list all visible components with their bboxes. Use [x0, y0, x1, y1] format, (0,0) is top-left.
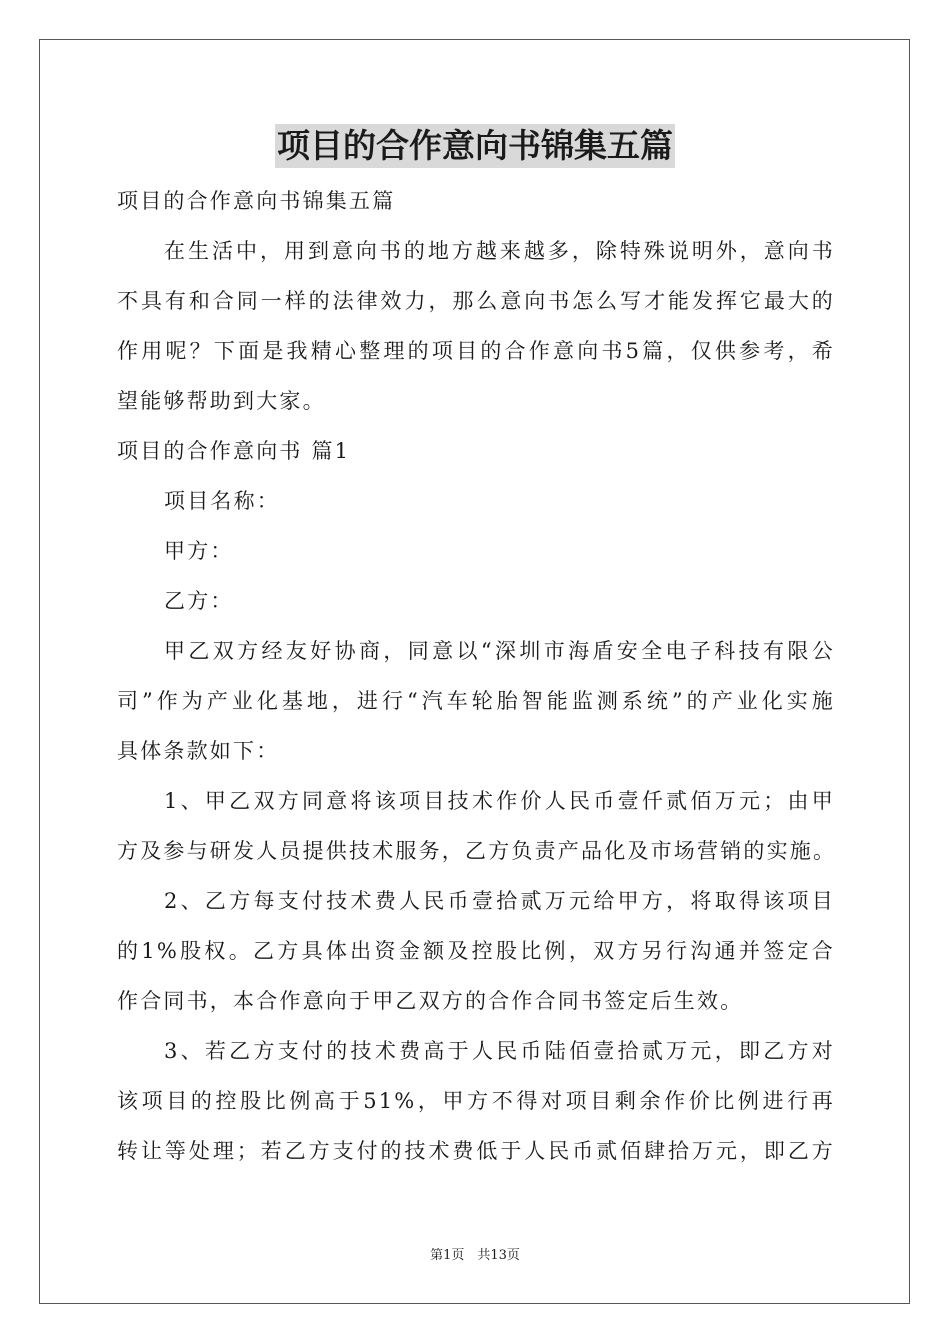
text-line: 项目名称：	[164, 489, 280, 513]
text-line: 项目的合作意向书锦集五篇	[117, 189, 396, 213]
text-line: 3、若乙方支付的技术费高于人民币陆佰壹拾贰万元，即乙方对	[164, 1039, 835, 1063]
text-line: 司”作为产业化基地，进行“汽车轮胎智能监测系统”的产业化实施	[117, 689, 835, 713]
text-line: 作合同书，本合作意向于甲乙双方的合作合同书签定后生效。	[117, 989, 744, 1013]
document-title: 项目的合作意向书锦集五篇	[275, 124, 675, 168]
document-body	[117, 176, 835, 1176]
text-line: 该项目的控股比例高于51%，甲方不得对项目剩余作价比例进行再	[117, 1089, 835, 1113]
text-line: 具体条款如下：	[117, 739, 280, 763]
text-line: 甲乙双方经友好协商，同意以“深圳市海盾安全电子科技有限公	[164, 639, 835, 663]
text-line: 方及参与研发人员提供技术服务，乙方负责产品化及市场营销的实施。	[117, 839, 837, 863]
text-line: 乙方：	[164, 589, 234, 613]
text-line: 不具有和合同一样的法律效力，那么意向书怎么写才能发挥它最大的	[117, 289, 835, 313]
page-footer: 第1页 共13页	[430, 1248, 520, 1263]
text-line: 1、甲乙双方同意将该项目技术作价人民币壹仟贰佰万元；由甲	[164, 789, 835, 813]
text-line: 作用呢？下面是我精心整理的项目的合作意向书5篇，仅供参考，希	[117, 339, 835, 363]
text-line: 转让等处理；若乙方支付的技术费低于人民币贰佰肆拾万元，即乙方	[117, 1139, 835, 1163]
title-wrap	[0, 124, 950, 168]
text-line: 2、乙方每支付技术费人民币壹拾贰万元给甲方，将取得该项目	[164, 889, 835, 913]
text-line: 望能够帮助到大家。	[117, 389, 326, 413]
text-line: 的1%股权。乙方具体出资金额及控股比例，双方另行沟通并签定合	[117, 939, 835, 963]
text-line: 甲方：	[164, 539, 234, 563]
text-line: 在生活中，用到意向书的地方越来越多，除特殊说明外，意向书	[164, 239, 835, 263]
text-line: 项目的合作意向书 篇1	[117, 439, 351, 463]
